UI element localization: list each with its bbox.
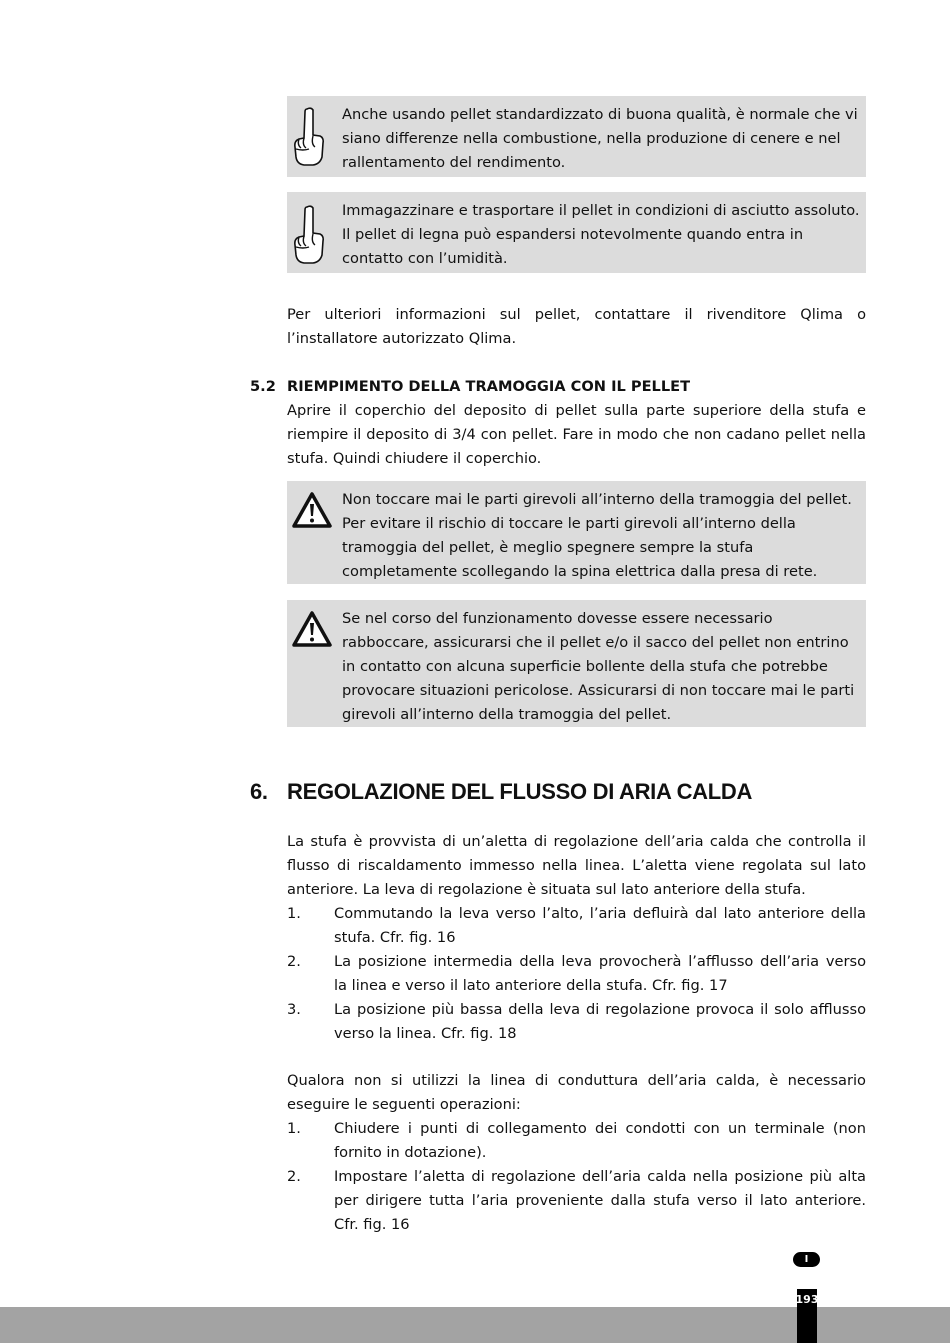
list-text: La posizione intermedia della leva provocherà l’afflusso dell’aria verso la linea e verso il lato anteriore della stufa. Cfr. fig. 17 (334, 953, 866, 994)
note-box (287, 192, 866, 273)
chapter-heading (250, 777, 752, 807)
pointing-hand-icon (291, 105, 327, 167)
list-text: Commutando la leva verso l’alto, l’aria defluirà dal lato anteriore della stufa. Cfr. fig. 16 (334, 905, 866, 946)
list-number: 1. (287, 1120, 301, 1137)
note-text: Immagazzinare e trasportare il pellet in condizioni di asciutto assoluto. Il pellet di legna può espandersi notevolmente quando entra in contatto con l’umidità. (342, 202, 860, 267)
list-text: Chiudere i punti di collegamento dei condotti con un terminale (non fornito in dotazione). (334, 1120, 866, 1161)
chapter-title: REGOLAZIONE DEL FLUSSO DI ARIA CALDA (287, 779, 753, 804)
note-text: Anche usando pellet standardizzato di buona qualità, è normale che vi siano differenze nella combustione, nella produzione di cenere e nel rallentamento del rendimento. (342, 106, 858, 171)
warning-box (287, 600, 866, 727)
warning-triangle-icon (291, 491, 333, 529)
warning-triangle-icon (291, 610, 333, 648)
warning-box (287, 481, 866, 584)
list-item (287, 1117, 866, 1165)
section-title: RIEMPIMENTO DELLA TRAMOGGIA CON IL PELLET (287, 378, 691, 395)
list-item (287, 950, 866, 998)
list-text: Impostare l’aletta di regolazione dell’aria calda nella posizione più alta per dirigere tutta l’aria proveniente dalla stufa verso il lato anteriore. Cfr. fig. 16 (334, 1168, 866, 1233)
outro-steps-list (287, 1117, 866, 1237)
page-number: 193 (795, 1293, 819, 1306)
list-number: 1. (287, 905, 301, 922)
list-number: 3. (287, 1001, 301, 1018)
list-item (287, 1165, 866, 1237)
chapter-number: 6. (250, 779, 268, 804)
list-item (287, 998, 866, 1046)
chapter-outro: Qualora non si utilizzi la linea di conduttura dell’aria calda, è necessario eseguire le seguenti operazioni: (287, 1072, 866, 1113)
list-number: 2. (287, 953, 301, 970)
section-body: Aprire il coperchio del deposito di pellet sulla parte superiore della stufa e riempire il deposito di 3/4 con pellet. Fare in modo che non cadano pellet nella stufa. Quindi chiudere il coperchio. (287, 402, 866, 467)
language-tab: I (793, 1252, 820, 1267)
pointing-hand-icon (291, 203, 327, 265)
steps-list (287, 902, 866, 1046)
info-paragraph: Per ulteriori informazioni sul pellet, contattare il rivenditore Qlima o l’installatore autorizzato Qlima. (287, 306, 866, 347)
list-number: 2. (287, 1168, 301, 1185)
list-text: La posizione più bassa della leva di regolazione provoca il solo afflusso verso la linea. Cfr. fig. 18 (334, 1001, 866, 1042)
warning-text: Non toccare mai le parti girevoli all’interno della tramoggia del pellet. Per evitare il rischio di toccare le parti girevoli all’interno della tramoggia del pellet, è meglio spegnere sempre la stufa completamente scollegando la spina elettrica dalla presa di rete. (342, 491, 852, 580)
list-item (287, 902, 866, 950)
warning-text: Se nel corso del funzionamento dovesse essere necessario rabboccare, assicurarsi che il pellet e/o il sacco del pellet non entrino in contatto con alcuna superficie bollente della stufa che potrebbe provocare situazioni pericolose. Assicurarsi di non toccare mai le parti girevoli all’interno della tramoggia del pellet. (342, 610, 855, 723)
note-box (287, 96, 866, 177)
section-number: 5.2 (250, 378, 276, 395)
chapter-intro: La stufa è provvista di un’aletta di regolazione dell’aria calda che controlla il flusso di riscaldamento immesso nella linea. L’aletta viene regolata sul lato anteriore. La leva di regolazione è situata sul lato anteriore della stufa. (287, 833, 866, 898)
